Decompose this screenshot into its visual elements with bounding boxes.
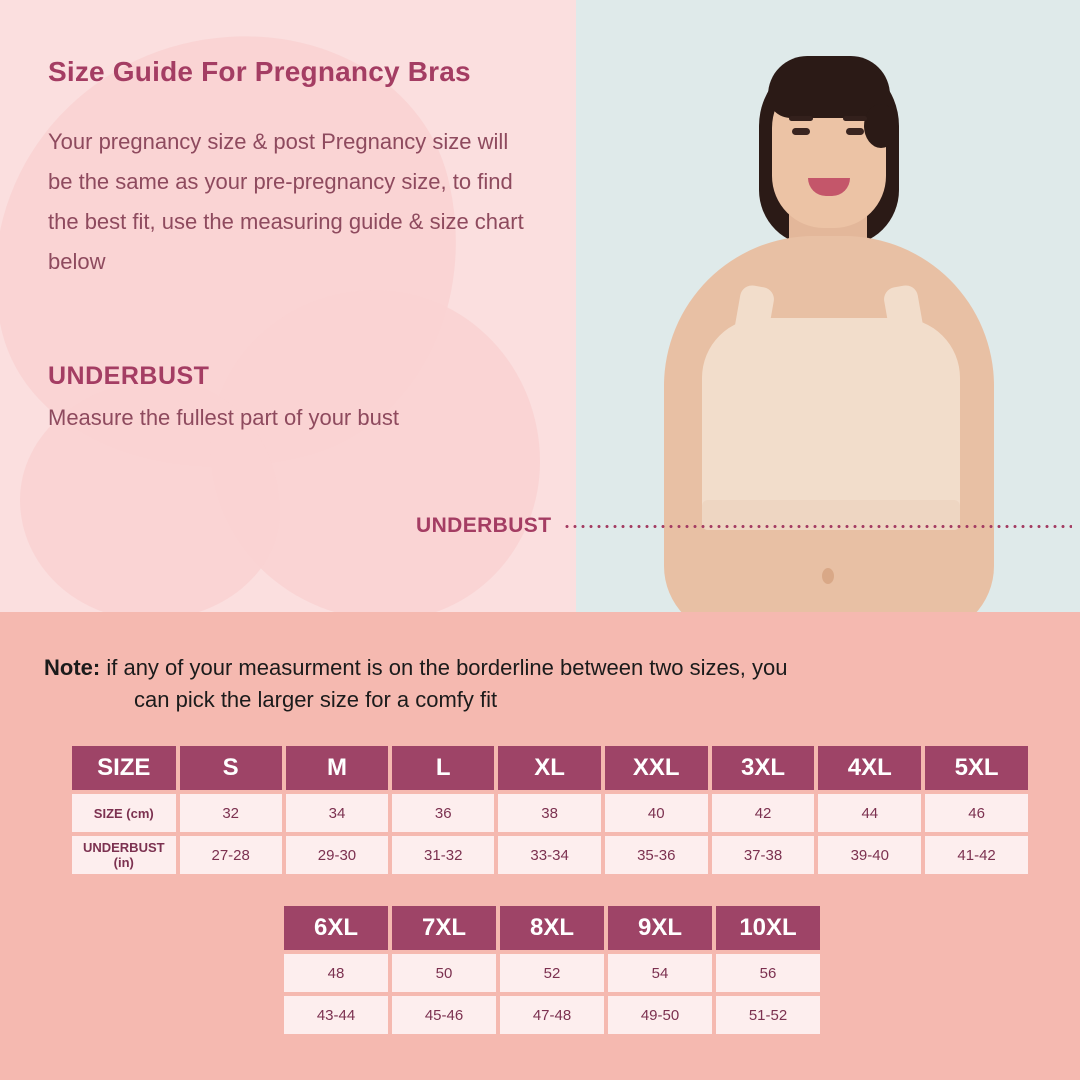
eye-left [792,128,810,135]
table2-col-header: 9XL [608,906,712,950]
note-line-1: if any of your measurment is on the borderline between two sizes, you [106,655,788,680]
table1-cell: 27-28 [180,836,282,874]
table1-cell: 36 [392,794,494,832]
table2-cell: 47-48 [500,996,604,1034]
table-row [284,996,820,1034]
section-heading-underbust: UNDERBUST [48,362,210,390]
table1-cell: 31-32 [392,836,494,874]
table2-cell: 48 [284,954,388,992]
table2-col-header: 6XL [284,906,388,950]
table2-col-header: 10XL [716,906,820,950]
table1-col-header: L [392,746,494,790]
page-title: Size Guide For Pregnancy Bras [48,56,471,87]
table1-col-header: S [180,746,282,790]
section-subtext-underbust: Measure the fullest part of your bust [48,405,399,430]
eyebrow-right [843,116,867,121]
table-row [284,954,820,992]
table-row [284,906,820,950]
note-line-2: can pick the larger size for a comfy fit [134,687,498,712]
hair-bun-icon [864,104,898,148]
table1-col-header: 4XL [818,746,921,790]
bra-garment [702,318,960,530]
table-row [72,794,1028,832]
table2-cell: 51-52 [716,996,820,1034]
table2-cell: 52 [500,954,604,992]
table1-col-header: 3XL [712,746,815,790]
table2-cell: 50 [392,954,496,992]
table1-cell: 34 [286,794,388,832]
table1-col-header: 5XL [925,746,1028,790]
table2-cell: 56 [716,954,820,992]
table1-cell: 29-30 [286,836,388,874]
table2-cell: 54 [608,954,712,992]
table1-cell: 46 [925,794,1028,832]
table1-cell: 33-34 [498,836,600,874]
eye-right [846,128,864,135]
eyebrow-left [789,116,813,121]
underbust-marker-label: UNDERBUST [416,514,552,537]
table-row [72,746,1028,790]
note-text [40,652,1032,716]
navel-shape [822,568,834,584]
model-photo [416,0,1080,612]
table1-cell: 39-40 [818,836,921,874]
table1-cell: 32 [180,794,282,832]
table1-col-header: M [286,746,388,790]
table2-cell: 45-46 [392,996,496,1034]
size-table-primary [68,742,1032,878]
intro-paragraph: Your pregnancy size & post Pregnancy size will be the same as your pre-pregnancy size, to find the best fit, use the measuring guide & size chart below [48,129,524,274]
table1-col-header: XXL [605,746,708,790]
table1-cell: 40 [605,794,708,832]
table1-cell: 35-36 [605,836,708,874]
dotted-line-icon [563,525,1072,528]
table1-row-label: UNDERBUST (in) [72,836,176,874]
size-chart-section [0,612,1080,1080]
table1-cell: 44 [818,794,921,832]
table1-col-header: XL [498,746,600,790]
table2-cell: 49-50 [608,996,712,1034]
table1-cell: 37-38 [712,836,815,874]
table1-corner-header: SIZE [72,746,176,790]
table2-cell: 43-44 [284,996,388,1034]
table1-cell: 38 [498,794,600,832]
table1-row-label: SIZE (cm) [72,794,176,832]
table1-cell: 42 [712,794,815,832]
size-table-extended [280,902,824,1038]
table-row [72,836,1028,874]
table2-col-header: 8XL [500,906,604,950]
note-label: Note: [44,655,101,680]
table1-cell: 41-42 [925,836,1028,874]
table2-col-header: 7XL [392,906,496,950]
